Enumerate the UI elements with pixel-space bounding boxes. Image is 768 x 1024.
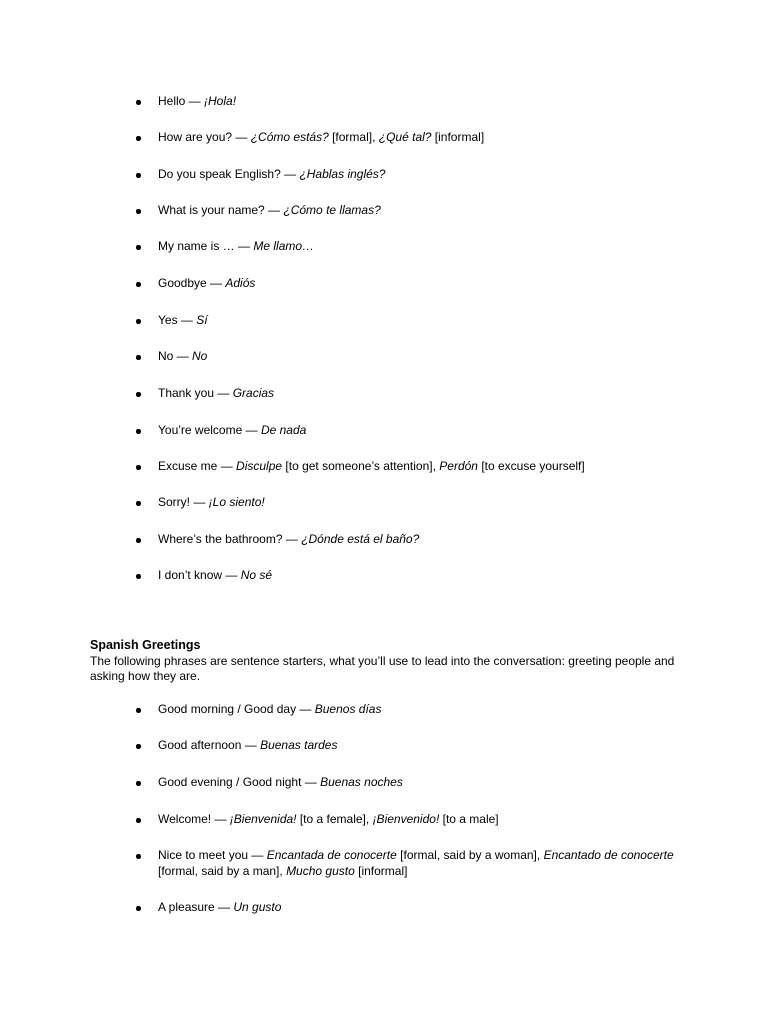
spanish-phrase: Mucho gusto xyxy=(286,863,355,878)
spanish-phrase: No xyxy=(192,349,208,363)
bullet-icon xyxy=(136,355,141,360)
english-text: Excuse me — xyxy=(158,459,237,473)
bullet-icon xyxy=(136,781,141,786)
spanish-phrase: Perdón xyxy=(439,459,478,473)
english-text: My name is … — xyxy=(158,239,254,253)
list-item xyxy=(158,900,678,916)
bullet-icon xyxy=(136,100,141,105)
english-text: [formal, said by a man], xyxy=(158,863,287,878)
english-text: I don’t know — xyxy=(158,568,241,582)
spanish-phrase: Encantado de conocerte xyxy=(543,848,674,862)
spanish-phrase: Buenas tardes xyxy=(260,738,338,752)
spanish-phrase: Sí xyxy=(196,313,208,327)
english-text: What is your name? — xyxy=(158,203,284,217)
spanish-phrase: De nada xyxy=(260,423,307,437)
english-text: [informal] xyxy=(431,130,485,144)
spanish-phrase: ¡Bienvenida! xyxy=(229,812,297,826)
bullet-icon xyxy=(136,319,141,324)
english-text: [to get someone’s attention], xyxy=(282,459,440,473)
spanish-phrase: Encantada de conocerte xyxy=(266,848,397,862)
list-item xyxy=(158,568,678,584)
bullet-icon xyxy=(136,209,141,214)
bullet-icon xyxy=(136,173,141,178)
spanish-phrase: Disculpe xyxy=(236,459,283,473)
spanish-phrase: Me llamo… xyxy=(253,239,315,253)
english-text: Welcome! — xyxy=(158,812,230,826)
english-text: Thank you — xyxy=(158,386,233,400)
spanish-phrase: Buenos días xyxy=(314,702,382,716)
bullet-icon xyxy=(136,429,141,434)
spanish-phrase: ¿Dónde está el baño? xyxy=(301,532,420,546)
list-item xyxy=(158,702,678,718)
section-intro: The following phrases are sentence starters, what you’ll use to lead into the conversation: greeting people and asking how they are. xyxy=(90,654,675,683)
bullet-icon xyxy=(136,906,141,911)
bullet-icon xyxy=(136,818,141,823)
list-item xyxy=(158,349,678,365)
list-item xyxy=(158,276,678,292)
list-item xyxy=(158,495,678,511)
english-text: [to a male] xyxy=(439,812,499,826)
list-item xyxy=(158,130,678,146)
spanish-phrase: Adiós xyxy=(225,276,256,290)
spanish-phrase: ¿Hablas inglés? xyxy=(299,167,386,181)
list-item xyxy=(158,239,678,255)
spanish-phrase: ¿Qué tal? xyxy=(378,130,432,144)
bullet-icon xyxy=(136,245,141,250)
english-text: [formal], xyxy=(328,130,379,144)
english-text: Do you speak English? — xyxy=(158,167,300,181)
english-text: Yes — xyxy=(158,313,197,327)
spanish-phrase: ¡Lo siento! xyxy=(208,495,265,509)
english-text: A pleasure — xyxy=(158,900,234,914)
spanish-phrase: Gracias xyxy=(232,386,275,400)
bullet-icon xyxy=(136,282,141,287)
spanish-phrase: ¡Bienvenido! xyxy=(372,812,440,826)
list-item xyxy=(158,459,678,475)
bullet-icon xyxy=(136,744,141,749)
list-item xyxy=(158,94,678,110)
english-text: Goodbye — xyxy=(158,276,226,290)
list-item xyxy=(158,423,678,439)
spanish-phrase: ¿Cómo estás? xyxy=(250,130,329,144)
english-text: [informal] xyxy=(354,863,408,878)
section-heading: Spanish Greetings xyxy=(90,638,201,652)
english-text: Sorry! — xyxy=(158,495,209,509)
list-item xyxy=(158,812,678,828)
list-item xyxy=(158,386,678,402)
list-item xyxy=(158,848,678,879)
spanish-phrase: ¿Cómo te llamas? xyxy=(283,203,381,217)
bullet-icon xyxy=(136,854,141,859)
english-text: You’re welcome — xyxy=(158,423,261,437)
english-text: [formal, said by a woman], xyxy=(396,848,544,862)
spanish-phrase: Un gusto xyxy=(233,900,282,914)
english-text: [to a female], xyxy=(296,812,373,826)
list-item xyxy=(158,313,678,329)
english-text: Good morning / Good day — xyxy=(158,702,315,716)
bullet-icon xyxy=(136,392,141,397)
list-item xyxy=(158,532,678,548)
bullet-icon xyxy=(136,465,141,470)
english-text: How are you? — xyxy=(158,130,251,144)
english-text: Where’s the bathroom? — xyxy=(158,532,302,546)
english-text: Good evening / Good night — xyxy=(158,775,321,789)
english-text: [to excuse yourself] xyxy=(477,459,585,473)
bullet-icon xyxy=(136,136,141,141)
list-item xyxy=(158,203,678,219)
spanish-phrase: Buenas noches xyxy=(320,775,403,789)
english-text: No — xyxy=(158,349,193,363)
bullet-icon xyxy=(136,708,141,713)
list-item xyxy=(158,775,678,791)
english-text: Nice to meet you — xyxy=(158,848,267,862)
bullet-icon xyxy=(136,538,141,543)
list-item xyxy=(158,738,678,754)
english-text: Good afternoon — xyxy=(158,738,261,752)
list-item xyxy=(158,167,678,183)
bullet-icon xyxy=(136,574,141,579)
spanish-phrase: No sé xyxy=(240,568,273,582)
english-text: Hello — xyxy=(158,94,205,108)
spanish-phrase: ¡Hola! xyxy=(204,94,237,108)
bullet-icon xyxy=(136,501,141,506)
